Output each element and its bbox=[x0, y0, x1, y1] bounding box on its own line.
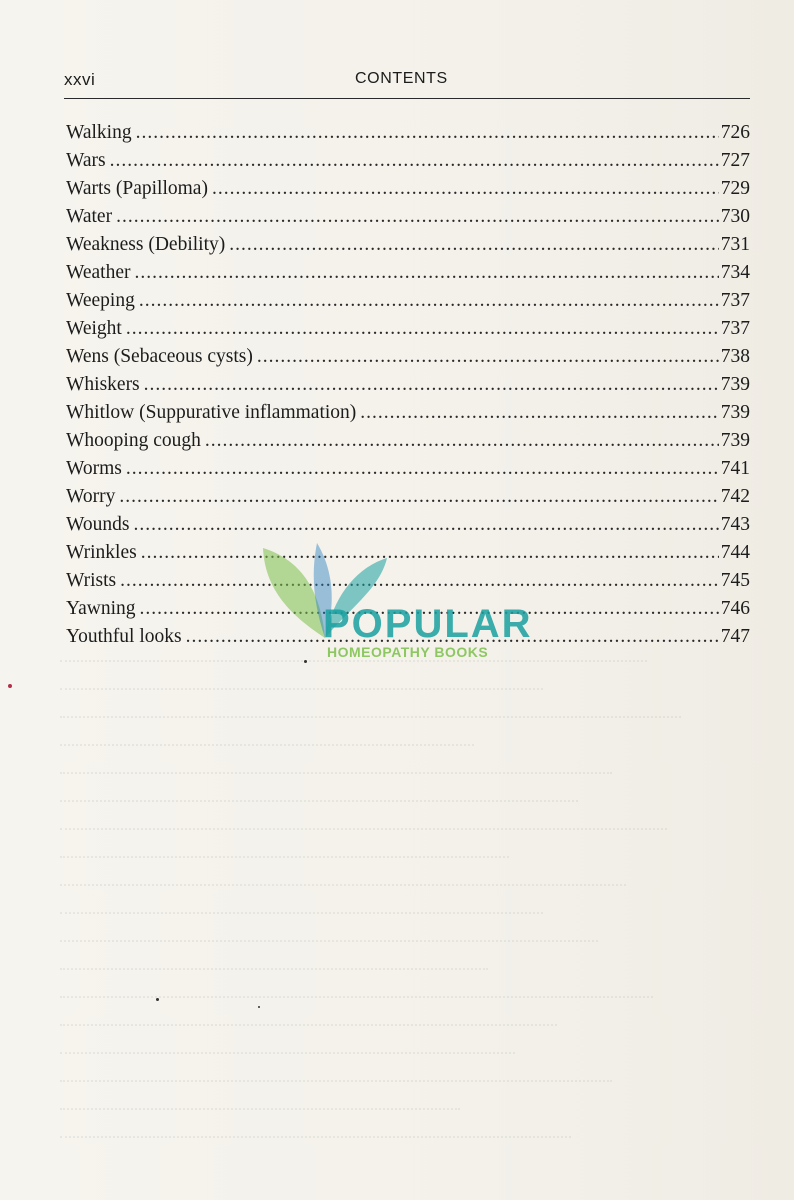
toc-entry-page-number: 738 bbox=[720, 346, 750, 367]
toc-entry-label: Whitlow (Suppurative inflammation) bbox=[66, 402, 357, 423]
toc-entry-page-number: 739 bbox=[720, 374, 750, 395]
toc-entry-label: Wrists bbox=[66, 570, 117, 591]
toc-entry-page-number: 730 bbox=[720, 206, 750, 227]
dot-leader bbox=[134, 259, 718, 287]
toc-entry bbox=[66, 203, 750, 231]
toc-entry bbox=[66, 511, 750, 539]
toc-entry-page-number: 742 bbox=[720, 486, 750, 507]
toc-entry bbox=[66, 455, 750, 483]
dot-leader bbox=[119, 483, 718, 511]
toc-entry-page-number: 737 bbox=[720, 290, 750, 311]
dot-leader bbox=[205, 427, 719, 455]
paper-speck bbox=[156, 998, 159, 1001]
page-header bbox=[64, 70, 750, 99]
toc-entry-label: Worry bbox=[66, 486, 116, 507]
watermark bbox=[255, 538, 545, 668]
toc-entry-label: Wens (Sebaceous cysts) bbox=[66, 346, 253, 367]
toc-entry bbox=[66, 399, 750, 427]
toc-entry-page-number: 734 bbox=[720, 262, 750, 283]
paper-speck bbox=[258, 1006, 260, 1008]
toc-entry-page-number: 737 bbox=[720, 318, 750, 339]
dot-leader bbox=[110, 147, 719, 175]
toc-entry-label: Weather bbox=[66, 262, 131, 283]
toc-entry-page-number: 727 bbox=[720, 150, 750, 171]
toc-entry bbox=[66, 287, 750, 315]
toc-entry-label: Weight bbox=[66, 318, 122, 339]
toc-entry-page-number: 739 bbox=[720, 430, 750, 451]
toc-entry bbox=[66, 483, 750, 511]
dot-leader bbox=[139, 287, 719, 315]
watermark-subtitle: HOMEOPATHY BOOKS bbox=[327, 644, 489, 660]
toc-entry bbox=[66, 259, 750, 287]
paper-speck bbox=[8, 684, 12, 688]
toc-entry-page-number: 739 bbox=[720, 402, 750, 423]
dot-leader bbox=[133, 511, 718, 539]
toc-entry-label: Water bbox=[66, 206, 113, 227]
dot-leader bbox=[229, 231, 718, 259]
toc-entry-label: Wounds bbox=[66, 514, 130, 535]
dot-leader bbox=[116, 203, 719, 231]
toc-entry-label: Warts (Papilloma) bbox=[66, 178, 208, 199]
dot-leader bbox=[126, 315, 719, 343]
toc-entry bbox=[66, 175, 750, 203]
dot-leader bbox=[136, 119, 719, 147]
dot-leader bbox=[257, 343, 719, 371]
toc-entry-label: Weeping bbox=[66, 290, 135, 311]
toc-entry-page-number: 745 bbox=[720, 570, 750, 591]
toc-entry-label: Weakness (Debility) bbox=[66, 234, 226, 255]
toc-entry bbox=[66, 147, 750, 175]
toc-entry-label: Whooping cough bbox=[66, 430, 201, 451]
toc-entry bbox=[66, 119, 750, 147]
show-through-text bbox=[60, 640, 750, 1160]
toc-entry bbox=[66, 315, 750, 343]
toc-entry bbox=[66, 343, 750, 371]
dot-leader bbox=[144, 371, 719, 399]
toc-entry-page-number: 744 bbox=[720, 542, 750, 563]
dot-leader bbox=[126, 455, 719, 483]
toc-entry-label: Worms bbox=[66, 458, 122, 479]
paper-speck bbox=[304, 660, 307, 663]
toc-entry-label: Whiskers bbox=[66, 374, 140, 395]
toc-entry-page-number: 747 bbox=[720, 626, 750, 647]
toc-entry-label: Yawning bbox=[66, 598, 136, 619]
toc-entry-page-number: 731 bbox=[720, 234, 750, 255]
toc-entry bbox=[66, 231, 750, 259]
toc-entry-label: Wrinkles bbox=[66, 542, 137, 563]
toc-entry-page-number: 746 bbox=[720, 598, 750, 619]
toc-entry bbox=[66, 371, 750, 399]
dot-leader bbox=[360, 399, 718, 427]
toc-entry bbox=[66, 427, 750, 455]
page-title: CONTENTS bbox=[355, 70, 448, 87]
toc-entry-page-number: 726 bbox=[720, 122, 750, 143]
toc-entry-label: Walking bbox=[66, 122, 132, 143]
toc-entry-page-number: 729 bbox=[720, 178, 750, 199]
page-number: xxvi bbox=[64, 70, 96, 89]
toc-entry-label: Wars bbox=[66, 150, 106, 171]
dot-leader bbox=[212, 175, 719, 203]
watermark-brand: POPULAR bbox=[323, 602, 533, 646]
toc-entry-label: Youthful looks bbox=[66, 626, 182, 647]
toc-entry-page-number: 743 bbox=[720, 514, 750, 535]
toc-entry-page-number: 741 bbox=[720, 458, 750, 479]
